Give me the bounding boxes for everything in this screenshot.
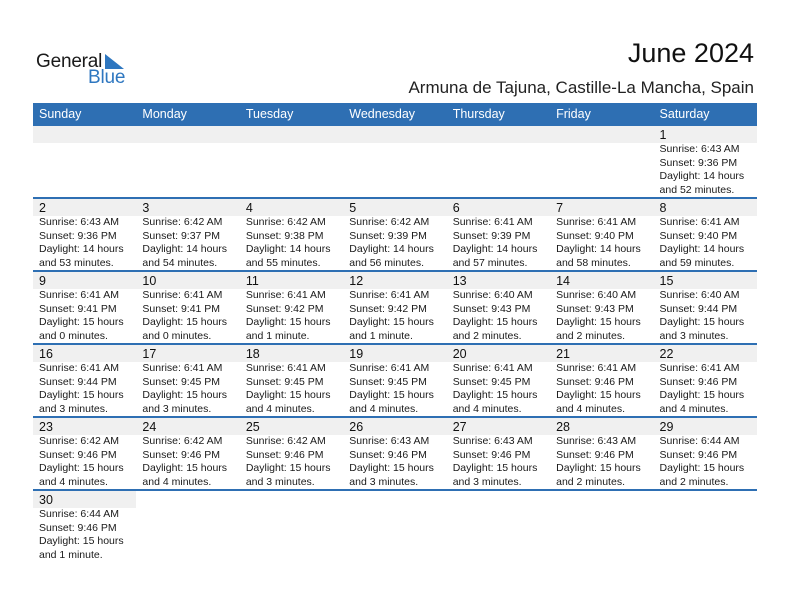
day-number: 14	[556, 274, 571, 288]
day-number: 30	[39, 493, 53, 507]
daylight-minutes-text: and 4 minutes.	[142, 475, 212, 488]
day-number: 7	[556, 201, 564, 215]
daylight-minutes-text: and 59 minutes.	[659, 256, 735, 269]
daylight-minutes-text: and 2 minutes.	[452, 329, 522, 342]
day-number: 29	[659, 420, 674, 434]
daylight-minutes-text: and 4 minutes.	[349, 402, 419, 415]
sunrise-text: Sunrise: 6:41 AM	[142, 289, 223, 301]
sunset-text: Sunset: 9:40 PM	[556, 229, 634, 242]
sunrise-text: Sunrise: 6:42 AM	[39, 435, 119, 447]
day-cell	[447, 272, 550, 343]
day-number: 23	[39, 420, 53, 434]
day-cell	[550, 272, 653, 343]
sunset-text: Sunset: 9:44 PM	[659, 302, 738, 315]
sunset-text: Sunset: 9:44 PM	[39, 375, 117, 388]
daylight-text: Daylight: 15 hours	[245, 316, 331, 328]
daylight-minutes-text: and 56 minutes.	[349, 256, 424, 269]
daylight-text: Daylight: 15 hours	[245, 389, 331, 401]
sunrise-text: Sunrise: 6:41 AM	[349, 362, 430, 374]
sunset-text: Sunset: 9:46 PM	[556, 375, 634, 388]
day-cell	[33, 418, 136, 489]
daylight-text: Daylight: 15 hours	[659, 389, 745, 401]
day-number: 8	[659, 201, 667, 215]
daylight-minutes-text: and 3 minutes.	[39, 402, 108, 415]
day-number: 2	[39, 201, 46, 215]
daylight-minutes-text: and 3 minutes.	[659, 329, 729, 342]
daylight-text: Daylight: 15 hours	[142, 462, 228, 474]
sunrise-text: Sunrise: 6:43 AM	[39, 216, 119, 228]
page-title: June 2024	[627, 38, 754, 68]
sunset-text: Sunset: 9:43 PM	[556, 302, 634, 315]
daylight-minutes-text: and 52 minutes.	[659, 183, 735, 196]
sunset-text: Sunset: 9:36 PM	[659, 156, 738, 169]
sunset-text: Sunset: 9:45 PM	[349, 375, 427, 388]
sunrise-text: Sunrise: 6:42 AM	[245, 216, 326, 228]
sunrise-text: Sunrise: 6:43 AM	[349, 435, 430, 447]
weekday-friday: Friday	[556, 107, 591, 121]
sunset-text: Sunset: 9:46 PM	[39, 521, 117, 534]
day-number: 28	[556, 420, 571, 434]
day-number: 24	[142, 420, 157, 434]
daylight-text: Daylight: 15 hours	[39, 389, 124, 401]
sunset-text: Sunset: 9:46 PM	[349, 448, 427, 461]
daylight-text: Daylight: 15 hours	[452, 389, 538, 401]
weeks-container	[33, 126, 757, 564]
sunset-text: Sunset: 9:45 PM	[142, 375, 221, 388]
weekday-sunday: Sunday	[39, 107, 82, 121]
day-number: 22	[659, 347, 674, 361]
day-number: 18	[245, 347, 260, 361]
sunrise-text: Sunrise: 6:41 AM	[556, 362, 637, 374]
day-cell	[550, 418, 653, 489]
day-cell	[343, 345, 446, 416]
daylight-text: Daylight: 15 hours	[349, 316, 434, 328]
daylight-text: Daylight: 15 hours	[142, 389, 228, 401]
daylight-text: Daylight: 15 hours	[245, 462, 331, 474]
sunrise-text: Sunrise: 6:41 AM	[39, 362, 119, 374]
day-cell	[654, 126, 757, 197]
daylight-minutes-text: and 1 minute.	[349, 329, 413, 342]
daylight-text: Daylight: 14 hours	[349, 243, 434, 255]
week-row	[33, 199, 757, 272]
weekday-wednesday: Wednesday	[349, 107, 416, 121]
day-number: 21	[556, 347, 571, 361]
daylight-minutes-text: and 4 minutes.	[659, 402, 729, 415]
daylight-text: Daylight: 15 hours	[349, 389, 434, 401]
sunrise-text: Sunrise: 6:40 AM	[659, 289, 740, 301]
day-cell	[343, 418, 446, 489]
day-cell	[654, 418, 757, 489]
day-number: 6	[452, 201, 460, 215]
daylight-minutes-text: and 3 minutes.	[452, 475, 522, 488]
day-cell	[136, 418, 239, 489]
day-number: 11	[245, 274, 259, 288]
day-cell	[136, 345, 239, 416]
day-cell	[447, 418, 550, 489]
empty-day-cell	[447, 126, 550, 197]
sunset-text: Sunset: 9:46 PM	[556, 448, 634, 461]
daylight-text: Daylight: 14 hours	[142, 243, 228, 255]
sunset-text: Sunset: 9:40 PM	[659, 229, 738, 242]
daylight-minutes-text: and 4 minutes.	[245, 402, 315, 415]
weekday-saturday: Saturday	[659, 107, 710, 121]
empty-day-cell	[240, 491, 343, 564]
daylight-minutes-text: and 4 minutes.	[556, 402, 625, 415]
daylight-minutes-text: and 2 minutes.	[556, 329, 625, 342]
sunrise-text: Sunrise: 6:41 AM	[556, 216, 637, 228]
empty-day-cell	[550, 126, 653, 197]
sunrise-text: Sunrise: 6:40 AM	[556, 289, 637, 301]
day-cell	[654, 345, 757, 416]
day-cell	[654, 272, 757, 343]
sunrise-text: Sunrise: 6:44 AM	[659, 435, 740, 447]
empty-day-cell	[240, 126, 343, 197]
day-cell	[550, 345, 653, 416]
day-cell	[240, 272, 343, 343]
day-cell	[447, 199, 550, 270]
sunset-text: Sunset: 9:39 PM	[452, 229, 531, 242]
daylight-minutes-text: and 0 minutes.	[39, 329, 108, 342]
day-number: 10	[142, 274, 157, 288]
daylight-text: Daylight: 15 hours	[39, 535, 124, 547]
weekday-tuesday: Tuesday	[245, 107, 294, 121]
sunset-text: Sunset: 9:42 PM	[245, 302, 324, 315]
daylight-minutes-text: and 2 minutes.	[659, 475, 729, 488]
day-cell	[447, 345, 550, 416]
daylight-minutes-text: and 3 minutes.	[142, 402, 212, 415]
day-cell	[136, 272, 239, 343]
day-cell	[33, 345, 136, 416]
daylight-text: Daylight: 14 hours	[245, 243, 331, 255]
sunrise-text: Sunrise: 6:41 AM	[39, 289, 119, 301]
daylight-minutes-text: and 3 minutes.	[245, 475, 315, 488]
sunrise-text: Sunrise: 6:43 AM	[452, 435, 533, 447]
day-cell	[33, 272, 136, 343]
sunset-text: Sunset: 9:46 PM	[142, 448, 221, 461]
daylight-text: Daylight: 14 hours	[659, 243, 745, 255]
sunset-text: Sunset: 9:38 PM	[245, 229, 324, 242]
week-row	[33, 272, 757, 345]
day-cell	[343, 272, 446, 343]
logo-text-general: General	[36, 51, 103, 72]
weekday-monday: Monday	[142, 107, 187, 121]
day-number: 19	[349, 347, 364, 361]
day-number: 15	[659, 274, 674, 288]
empty-day-cell	[343, 491, 446, 564]
sunset-text: Sunset: 9:45 PM	[245, 375, 324, 388]
daylight-minutes-text: and 54 minutes.	[142, 256, 218, 269]
daylight-minutes-text: and 55 minutes.	[245, 256, 321, 269]
day-cell	[33, 491, 136, 564]
day-number: 16	[39, 347, 53, 361]
day-number: 5	[349, 201, 357, 215]
empty-day-cell	[550, 491, 653, 564]
week-row	[33, 126, 757, 199]
location-subtitle: Armuna de Tajuna, Castille-La Mancha, Spain	[408, 78, 754, 97]
daylight-minutes-text: and 4 minutes.	[452, 402, 522, 415]
daylight-text: Daylight: 15 hours	[452, 462, 538, 474]
empty-day-cell	[654, 491, 757, 564]
weekday-thursday: Thursday	[452, 107, 505, 121]
day-cell	[240, 418, 343, 489]
week-row	[33, 491, 757, 564]
sunrise-text: Sunrise: 6:42 AM	[245, 435, 326, 447]
daylight-minutes-text: and 58 minutes.	[556, 256, 631, 269]
day-number: 27	[452, 420, 467, 434]
weekday-header	[33, 103, 757, 126]
empty-day-cell	[33, 126, 136, 197]
daylight-text: Daylight: 15 hours	[39, 462, 124, 474]
empty-day-cell	[136, 491, 239, 564]
day-cell	[240, 199, 343, 270]
daylight-text: Daylight: 14 hours	[659, 170, 745, 182]
daylight-text: Daylight: 15 hours	[659, 316, 745, 328]
sunrise-text: Sunrise: 6:41 AM	[659, 362, 740, 374]
day-number: 4	[245, 201, 253, 215]
sunrise-text: Sunrise: 6:43 AM	[556, 435, 637, 447]
sunrise-text: Sunrise: 6:41 AM	[142, 362, 223, 374]
sunrise-text: Sunrise: 6:40 AM	[452, 289, 533, 301]
daylight-text: Daylight: 14 hours	[556, 243, 641, 255]
sunrise-text: Sunrise: 6:42 AM	[142, 216, 223, 228]
day-number: 1	[659, 128, 667, 142]
day-cell	[33, 199, 136, 270]
day-number: 26	[349, 420, 364, 434]
sunrise-text: Sunrise: 6:41 AM	[659, 216, 740, 228]
daylight-minutes-text: and 1 minute.	[39, 548, 103, 561]
day-cell	[654, 199, 757, 270]
sunrise-text: Sunrise: 6:41 AM	[349, 289, 430, 301]
day-number: 9	[39, 274, 46, 288]
week-row	[33, 418, 757, 491]
day-cell	[136, 199, 239, 270]
daylight-text: Daylight: 15 hours	[659, 462, 745, 474]
daylight-text: Daylight: 15 hours	[556, 316, 641, 328]
day-cell	[550, 199, 653, 270]
day-cell	[343, 199, 446, 270]
daylight-text: Daylight: 15 hours	[39, 316, 124, 328]
day-number: 13	[452, 274, 467, 288]
day-cell	[240, 345, 343, 416]
empty-day-cell	[447, 491, 550, 564]
daylight-text: Daylight: 15 hours	[556, 462, 641, 474]
sunrise-text: Sunrise: 6:41 AM	[245, 362, 326, 374]
daylight-minutes-text: and 1 minute.	[245, 329, 310, 342]
sunrise-text: Sunrise: 6:44 AM	[39, 508, 119, 520]
sunset-text: Sunset: 9:46 PM	[39, 448, 117, 461]
daylight-minutes-text: and 2 minutes.	[556, 475, 625, 488]
daylight-text: Daylight: 15 hours	[556, 389, 641, 401]
calendar-grid	[33, 103, 757, 564]
sunrise-text: Sunrise: 6:41 AM	[452, 216, 533, 228]
sunset-text: Sunset: 9:46 PM	[659, 448, 738, 461]
empty-day-cell	[343, 126, 446, 197]
sunset-text: Sunset: 9:45 PM	[452, 375, 531, 388]
daylight-text: Daylight: 15 hours	[142, 316, 228, 328]
sunrise-text: Sunrise: 6:42 AM	[142, 435, 223, 447]
daylight-text: Daylight: 15 hours	[349, 462, 434, 474]
daylight-minutes-text: and 0 minutes.	[142, 329, 212, 342]
day-number: 20	[452, 347, 467, 361]
sunset-text: Sunset: 9:39 PM	[349, 229, 427, 242]
sunset-text: Sunset: 9:41 PM	[142, 302, 221, 315]
daylight-minutes-text: and 53 minutes.	[39, 256, 114, 269]
daylight-text: Daylight: 15 hours	[452, 316, 538, 328]
logo-text-blue: Blue	[88, 67, 126, 88]
daylight-minutes-text: and 57 minutes.	[452, 256, 528, 269]
daylight-text: Daylight: 14 hours	[39, 243, 124, 255]
sunrise-text: Sunrise: 6:42 AM	[349, 216, 430, 228]
daylight-minutes-text: and 4 minutes.	[39, 475, 108, 488]
sunset-text: Sunset: 9:46 PM	[452, 448, 531, 461]
sunset-text: Sunset: 9:42 PM	[349, 302, 427, 315]
generalblue-logo	[36, 50, 136, 90]
daylight-text: Daylight: 14 hours	[452, 243, 538, 255]
sunset-text: Sunset: 9:46 PM	[245, 448, 324, 461]
sunrise-text: Sunrise: 6:41 AM	[452, 362, 533, 374]
day-number: 17	[142, 347, 157, 361]
empty-day-cell	[136, 126, 239, 197]
day-number: 12	[349, 274, 364, 288]
sunset-text: Sunset: 9:41 PM	[39, 302, 117, 315]
daylight-minutes-text: and 3 minutes.	[349, 475, 419, 488]
sunrise-text: Sunrise: 6:41 AM	[245, 289, 326, 301]
week-row	[33, 345, 757, 418]
sunset-text: Sunset: 9:43 PM	[452, 302, 531, 315]
day-number: 25	[245, 420, 260, 434]
sunrise-text: Sunrise: 6:43 AM	[659, 143, 740, 155]
sunset-text: Sunset: 9:36 PM	[39, 229, 117, 242]
sunset-text: Sunset: 9:46 PM	[659, 375, 738, 388]
day-number: 3	[142, 201, 150, 215]
sunset-text: Sunset: 9:37 PM	[142, 229, 221, 242]
